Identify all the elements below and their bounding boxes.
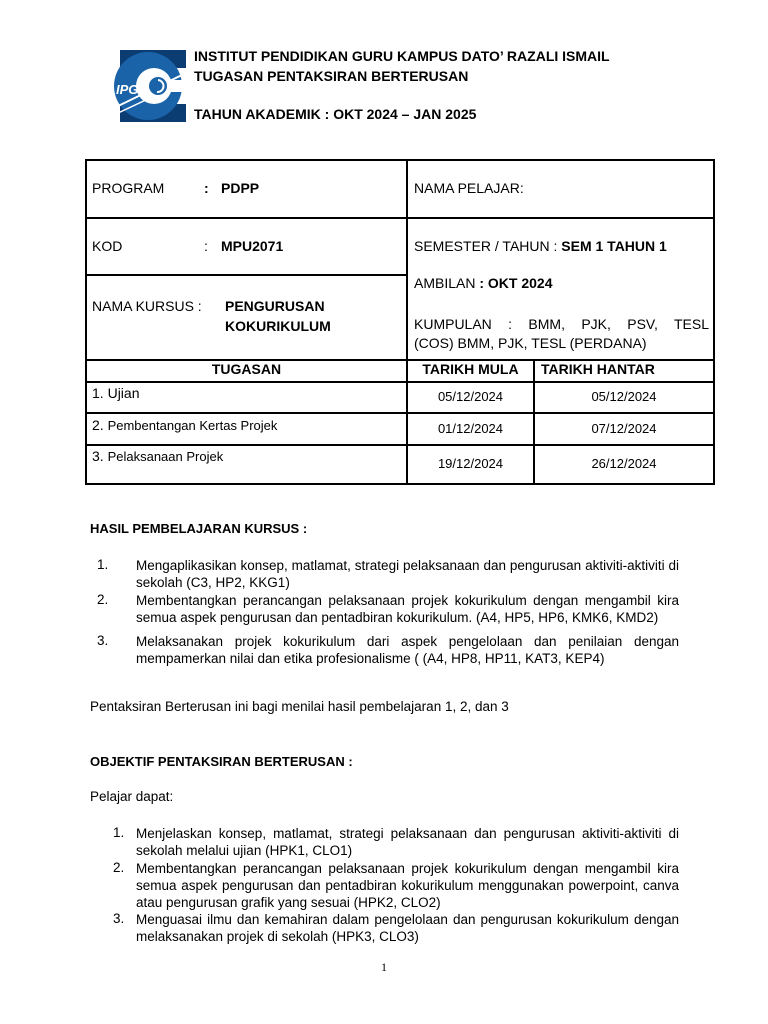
task-num: 1. (92, 385, 104, 401)
semester-label: SEMESTER / TAHUN : (414, 238, 562, 254)
ipg-logo (110, 46, 186, 126)
nama-pelajar-label: NAMA PELAJAR: (414, 180, 524, 196)
task-hantar: 05/12/2024 (591, 389, 657, 404)
kod-value: MPU2071 (221, 238, 284, 254)
hasil-item-1: Mengaplikasikan konsep, matlamat, strategi pelaksanaan dan pengurusan aktiviti-aktiviti di sekolah (C3, HP2, KKG1) (136, 558, 679, 590)
table-divider (85, 381, 715, 383)
task-hantar: 07/12/2024 (591, 421, 657, 436)
kumpulan-line1: KUMPULAN : BMM, PJK, PSV, TESL (414, 316, 709, 332)
table-divider (406, 159, 408, 485)
academic-year: TAHUN AKADEMIK : OKT 2024 – JAN 2025 (194, 106, 477, 122)
nama-kursus-label: NAMA KURSUS : (92, 298, 202, 314)
ambilan-label: AMBILAN (414, 275, 480, 291)
logo-text: IPG (116, 82, 139, 97)
objektif-num: 2. (113, 860, 125, 875)
task-num: 3. (92, 448, 104, 464)
task-name: Ujian (107, 385, 140, 401)
semester-value: SEM 1 TAHUN 1 (561, 238, 667, 254)
objektif-num: 1. (113, 825, 125, 840)
hasil-note: Pentaksiran Berterusan ini bagi menilai hasil pembelajaran 1, 2, dan 3 (90, 699, 509, 714)
task-row-3 (92, 446, 223, 467)
objektif-item-2: Membentangkan perancangan pelaksanaan projek kokurikulum dengan mengambil kira semua aspek pengurusan dan pentadbiran kokurikulum menggunakan powerpoint, canva atau pengurusan grafik yang sesuai (HPK2, CLO2) (136, 861, 679, 910)
task-num: 2. (92, 417, 104, 433)
kod-colon: : (204, 238, 208, 254)
objektif-intro: Pelajar dapat: (90, 789, 174, 804)
objektif-item-3: Menguasai ilmu dan kemahiran dalam pengelolaan dan pengurusan kokurikulum dengan melaksanakan projek di sekolah (HPK3, CLO3) (136, 912, 679, 944)
program-value: PDPP (221, 180, 260, 196)
objektif-num: 3. (113, 911, 125, 926)
table-divider (85, 217, 715, 219)
ambilan-field (414, 273, 553, 293)
task-mula: 01/12/2024 (437, 421, 504, 436)
table-divider (85, 274, 407, 276)
semester-field (414, 236, 667, 256)
task-mula: 19/12/2024 (437, 456, 504, 471)
task-mula: 05/12/2024 (437, 389, 504, 404)
objektif-title: OBJEKTIF PENTAKSIRAN BERTERUSAN : (90, 754, 353, 769)
header-tarikh-mula: TARIKH MULA (422, 361, 519, 377)
task-hantar: 26/12/2024 (591, 456, 657, 471)
hasil-num: 1. (97, 557, 109, 572)
task-name: Pembentangan Kertas Projek (107, 418, 278, 433)
nama-kursus-line1: PENGURUSAN (225, 298, 325, 314)
hasil-title: HASIL PEMBELAJARAN KURSUS : (90, 521, 308, 536)
objektif-item-1: Menjelaskan konsep, matlamat, strategi pelaksanaan dan pengurusan aktiviti-aktiviti di sekolah melalui ujian (HPK1, CLO1) (136, 826, 679, 858)
task-row-2 (92, 415, 277, 436)
hasil-item-2: Membentangkan perancangan pelaksanaan projek kokurikulum dengan mengambil kira semua aspek pengurusan dan pentadbiran kokurikulum. (A4, HP5, HP6, KMK6, KMD2) (136, 593, 679, 625)
task-row-1 (92, 383, 139, 403)
header-tugasan: TUGASAN (211, 361, 282, 377)
table-divider (85, 412, 715, 414)
assignment-title: TUGASAN PENTAKSIRAN BERTERUSAN (194, 68, 469, 84)
header-tarikh-hantar: TARIKH HANTAR (541, 361, 655, 377)
program-label: PROGRAM (92, 180, 165, 196)
ambilan-value: : OKT 2024 (479, 275, 553, 291)
hasil-num: 3. (97, 633, 109, 648)
nama-kursus-line2: KOKURIKULUM (225, 318, 331, 334)
page-number: 1 (381, 960, 387, 974)
institute-title: INSTITUT PENDIDIKAN GURU KAMPUS DATO’ RAZALI ISMAIL (194, 48, 610, 64)
kumpulan-line2: (COS) BMM, PJK, TESL (PERDANA) (414, 335, 647, 351)
kod-label: KOD (92, 238, 123, 254)
program-colon: : (204, 180, 209, 196)
hasil-num: 2. (97, 592, 109, 607)
hasil-item-3: Melaksanakan projek kokurikulum dari aspek pengelolaan dan penilaian dengan mempamerkan nilai dan etika profesionalisme ( (A4, HP8, HP11, KAT3, KEP4) (136, 634, 679, 666)
task-name: Pelaksanaan Projek (107, 449, 224, 464)
